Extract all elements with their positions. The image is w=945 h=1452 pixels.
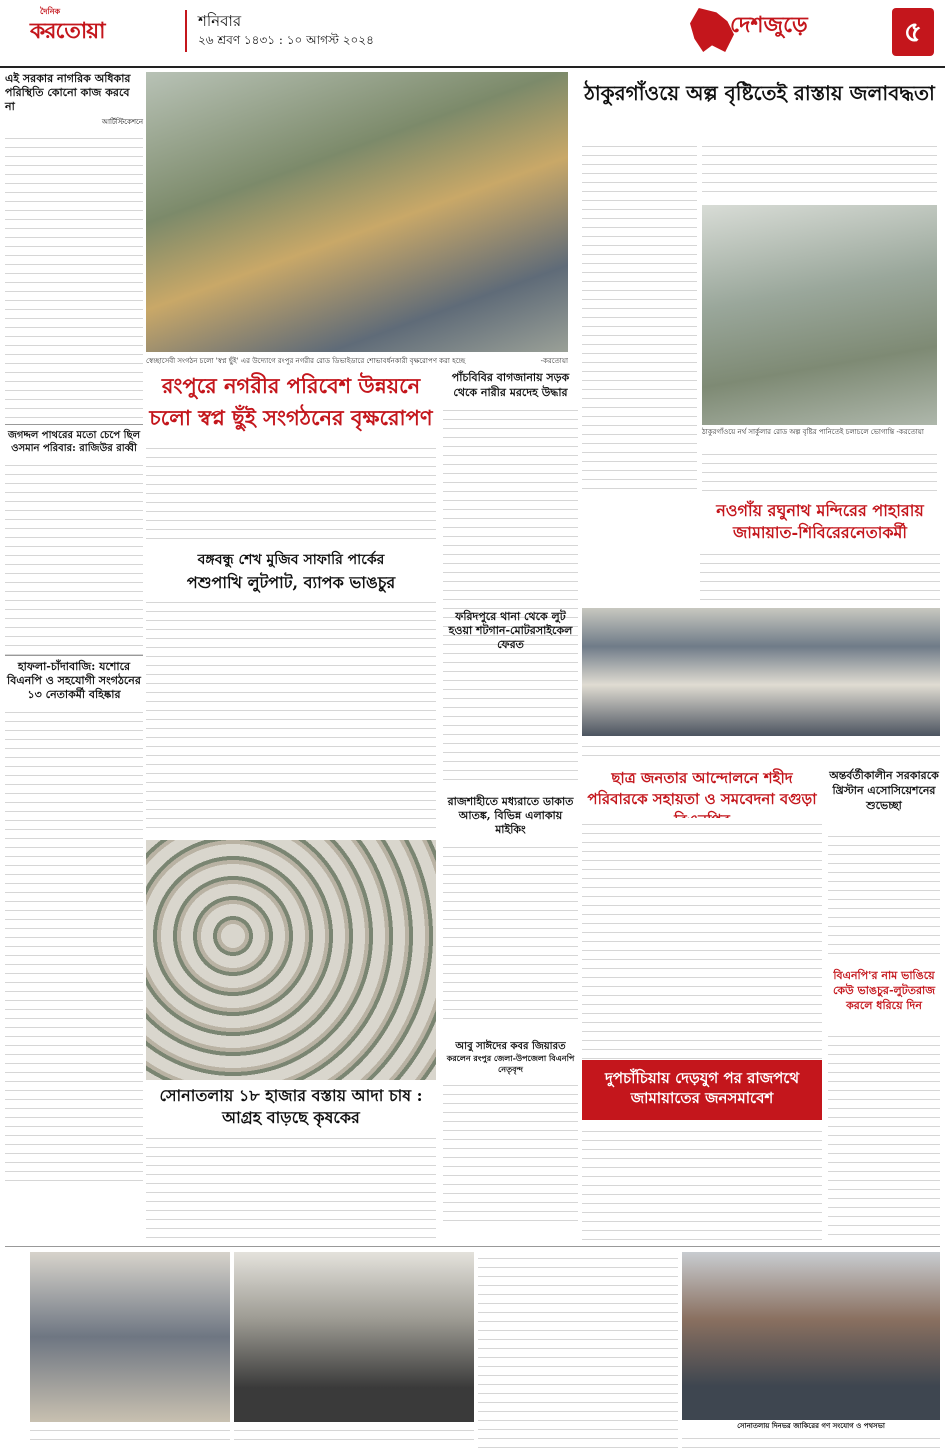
article-body: [478, 1252, 678, 1448]
waterlogging-photo: [702, 205, 937, 425]
article-9: [443, 610, 578, 740]
newspaper-logo: করতোয়া: [30, 18, 105, 44]
headline: সোনাতলায় ১৮ হাজার বস্তায় আদা চাষ : আগ্রহ বাড়ছে কৃষকের: [159, 1086, 423, 1127]
headline: নওগাঁয় রঘুনাথ মন্দিরের পাহারায় জামায়াত-শিবিরেরনেতাকর্মী: [716, 501, 924, 542]
headline: আবু সাঈদের কবর জিয়ারত: [455, 1041, 566, 1052]
article-body: [146, 1132, 436, 1242]
page-number: ৫: [892, 8, 934, 56]
article-10: [443, 795, 578, 1035]
byline: আর্টিস্টিকেশনে: [101, 118, 143, 126]
prayer-gathering-photo: [234, 1252, 474, 1422]
headline: দুপচাঁচিয়ায় দেড়যুগ পর রাজপথে জামায়াতের জনসমাবেশ: [582, 1060, 822, 1120]
photo-caption: [234, 1424, 474, 1448]
article-body: [443, 841, 578, 1021]
students-photo: [30, 1252, 230, 1422]
article-body: [146, 596, 436, 836]
divider: [5, 655, 143, 656]
article-1: [5, 72, 143, 642]
headline: রংপুরে নগরীর পরিবেশ উন্নয়নে চলো স্বপ্ন ছুঁই সংগঠনের বৃক্ষরোপণ: [149, 373, 433, 430]
photo-caption: [682, 1432, 940, 1448]
photo-caption: স্বেচ্ছাসেবী সংগঠন চলো 'স্বপ্ন ছুঁই' এর উদ্যোগে রংপুর নগরীর রোড ডিভাইডারে শোভাবর্ধনকারী বৃক্ষরোপণ করা হচ্ছে -করতোয়া: [146, 357, 568, 365]
headline: হাফলা-চাঁদাবাজি: যশোরে বিএনপি ও সহযোগী সংগঠনের ১৩ নেতাকর্মী বহিষ্কার: [7, 660, 141, 701]
article-body: [702, 448, 937, 493]
article-body: [5, 132, 143, 420]
header-date: ২৬ শ্রবণ ১৪৩১ : ১০ আগস্ট ২০২৪: [198, 33, 374, 47]
header-divider: [185, 10, 187, 52]
article-body: [702, 140, 937, 200]
photo-caption: সোনাতলায় দিনভর জাকিরের গণ সংযোগ ও পথসভা: [737, 1421, 885, 1430]
headline: বঙ্গবন্ধু শেখ মুজিব সাফারি পার্কের: [197, 552, 385, 568]
photo-caption: ঠাকুরগাঁওয়ে নর্থ সার্কুলার রোড অল্প বৃষ্টির পানিতেই চলাচলে ভোগান্তি -করতোয়া: [702, 428, 924, 436]
article-body: [146, 442, 436, 542]
article-body: [582, 1125, 822, 1240]
header-day: শনিবার: [198, 12, 242, 30]
article-body: [582, 140, 697, 495]
headline-line-2: করলেন রংপুর জেলা-উপজেলা বিএনপি নেতৃবৃন্দ: [446, 1053, 575, 1074]
logo-prefix: দৈনিক: [40, 6, 61, 16]
bangladesh-map-icon: [690, 8, 734, 52]
tree-planting-photo: [146, 72, 568, 352]
ginger-bags-photo: [146, 840, 436, 1080]
headline: ফরিদপুরে থানা থেকে লুট হওয়া শটগান-মোটরসাইকেল ফেরত: [448, 610, 573, 651]
photo-caption: [30, 1424, 230, 1448]
divider: [5, 424, 143, 425]
article-body: [443, 1079, 578, 1229]
headline: বিএনপি'র নাম ভাঙিয়ে কেউ ভাঙচুর-লুটতরাজ করলে ধরিয়ে দিন: [832, 969, 936, 1012]
headline: ছাত্র জনতার আন্দোলনে শহীদ পরিবারকে সহায়তা ও সমবেদনা বগুড়া: [587, 769, 817, 808]
section-title: দেশজুড়ে: [730, 12, 808, 38]
headline: এই সরকার নাগরিক অধিকার পরিস্থিতি কোনো কাজ করবে না: [5, 72, 131, 113]
headline: রাজশাহীতে মধ্যরাতে ডাকাত আতঙ্ক, বিভিন্ন এলাকায় মাইকিং: [447, 795, 574, 836]
article-3: [5, 655, 143, 1215]
page-header: [0, 0, 945, 68]
photo-caption: [582, 740, 940, 760]
article-15: [443, 1040, 578, 1240]
headline: ঠাকুরগাঁওয়ে অল্প বৃষ্টিতেই রাস্তায় জলাবদ্ধতা: [584, 81, 935, 105]
article-body: [828, 1030, 940, 1240]
bnp-group-photo: [582, 608, 940, 736]
divider: [5, 1246, 940, 1247]
article-body: [828, 830, 940, 960]
headline: জগদ্দল পাথরের মতো চেপে ছিল ওসমান পরিবার: রাজিউর রাব্বী: [7, 430, 141, 454]
headline: পাঁচবিবির বাগজানায় সড়ক থেকে নারীর মরদেহ উদ্ধার: [451, 371, 570, 399]
sonatola-rally-photo: [682, 1252, 940, 1420]
article-body: [700, 548, 940, 603]
article-body: [5, 459, 143, 659]
article-body: [5, 706, 143, 1186]
headline-line-2: পশুপাখি লুটপাট, ব্যাপক ভাঙচুর: [186, 573, 396, 592]
headline: অন্তর্বর্তীকালীন সরকারকে খ্রিস্টান এসোসিয়েশনের শুভেচ্ছা: [829, 769, 939, 812]
